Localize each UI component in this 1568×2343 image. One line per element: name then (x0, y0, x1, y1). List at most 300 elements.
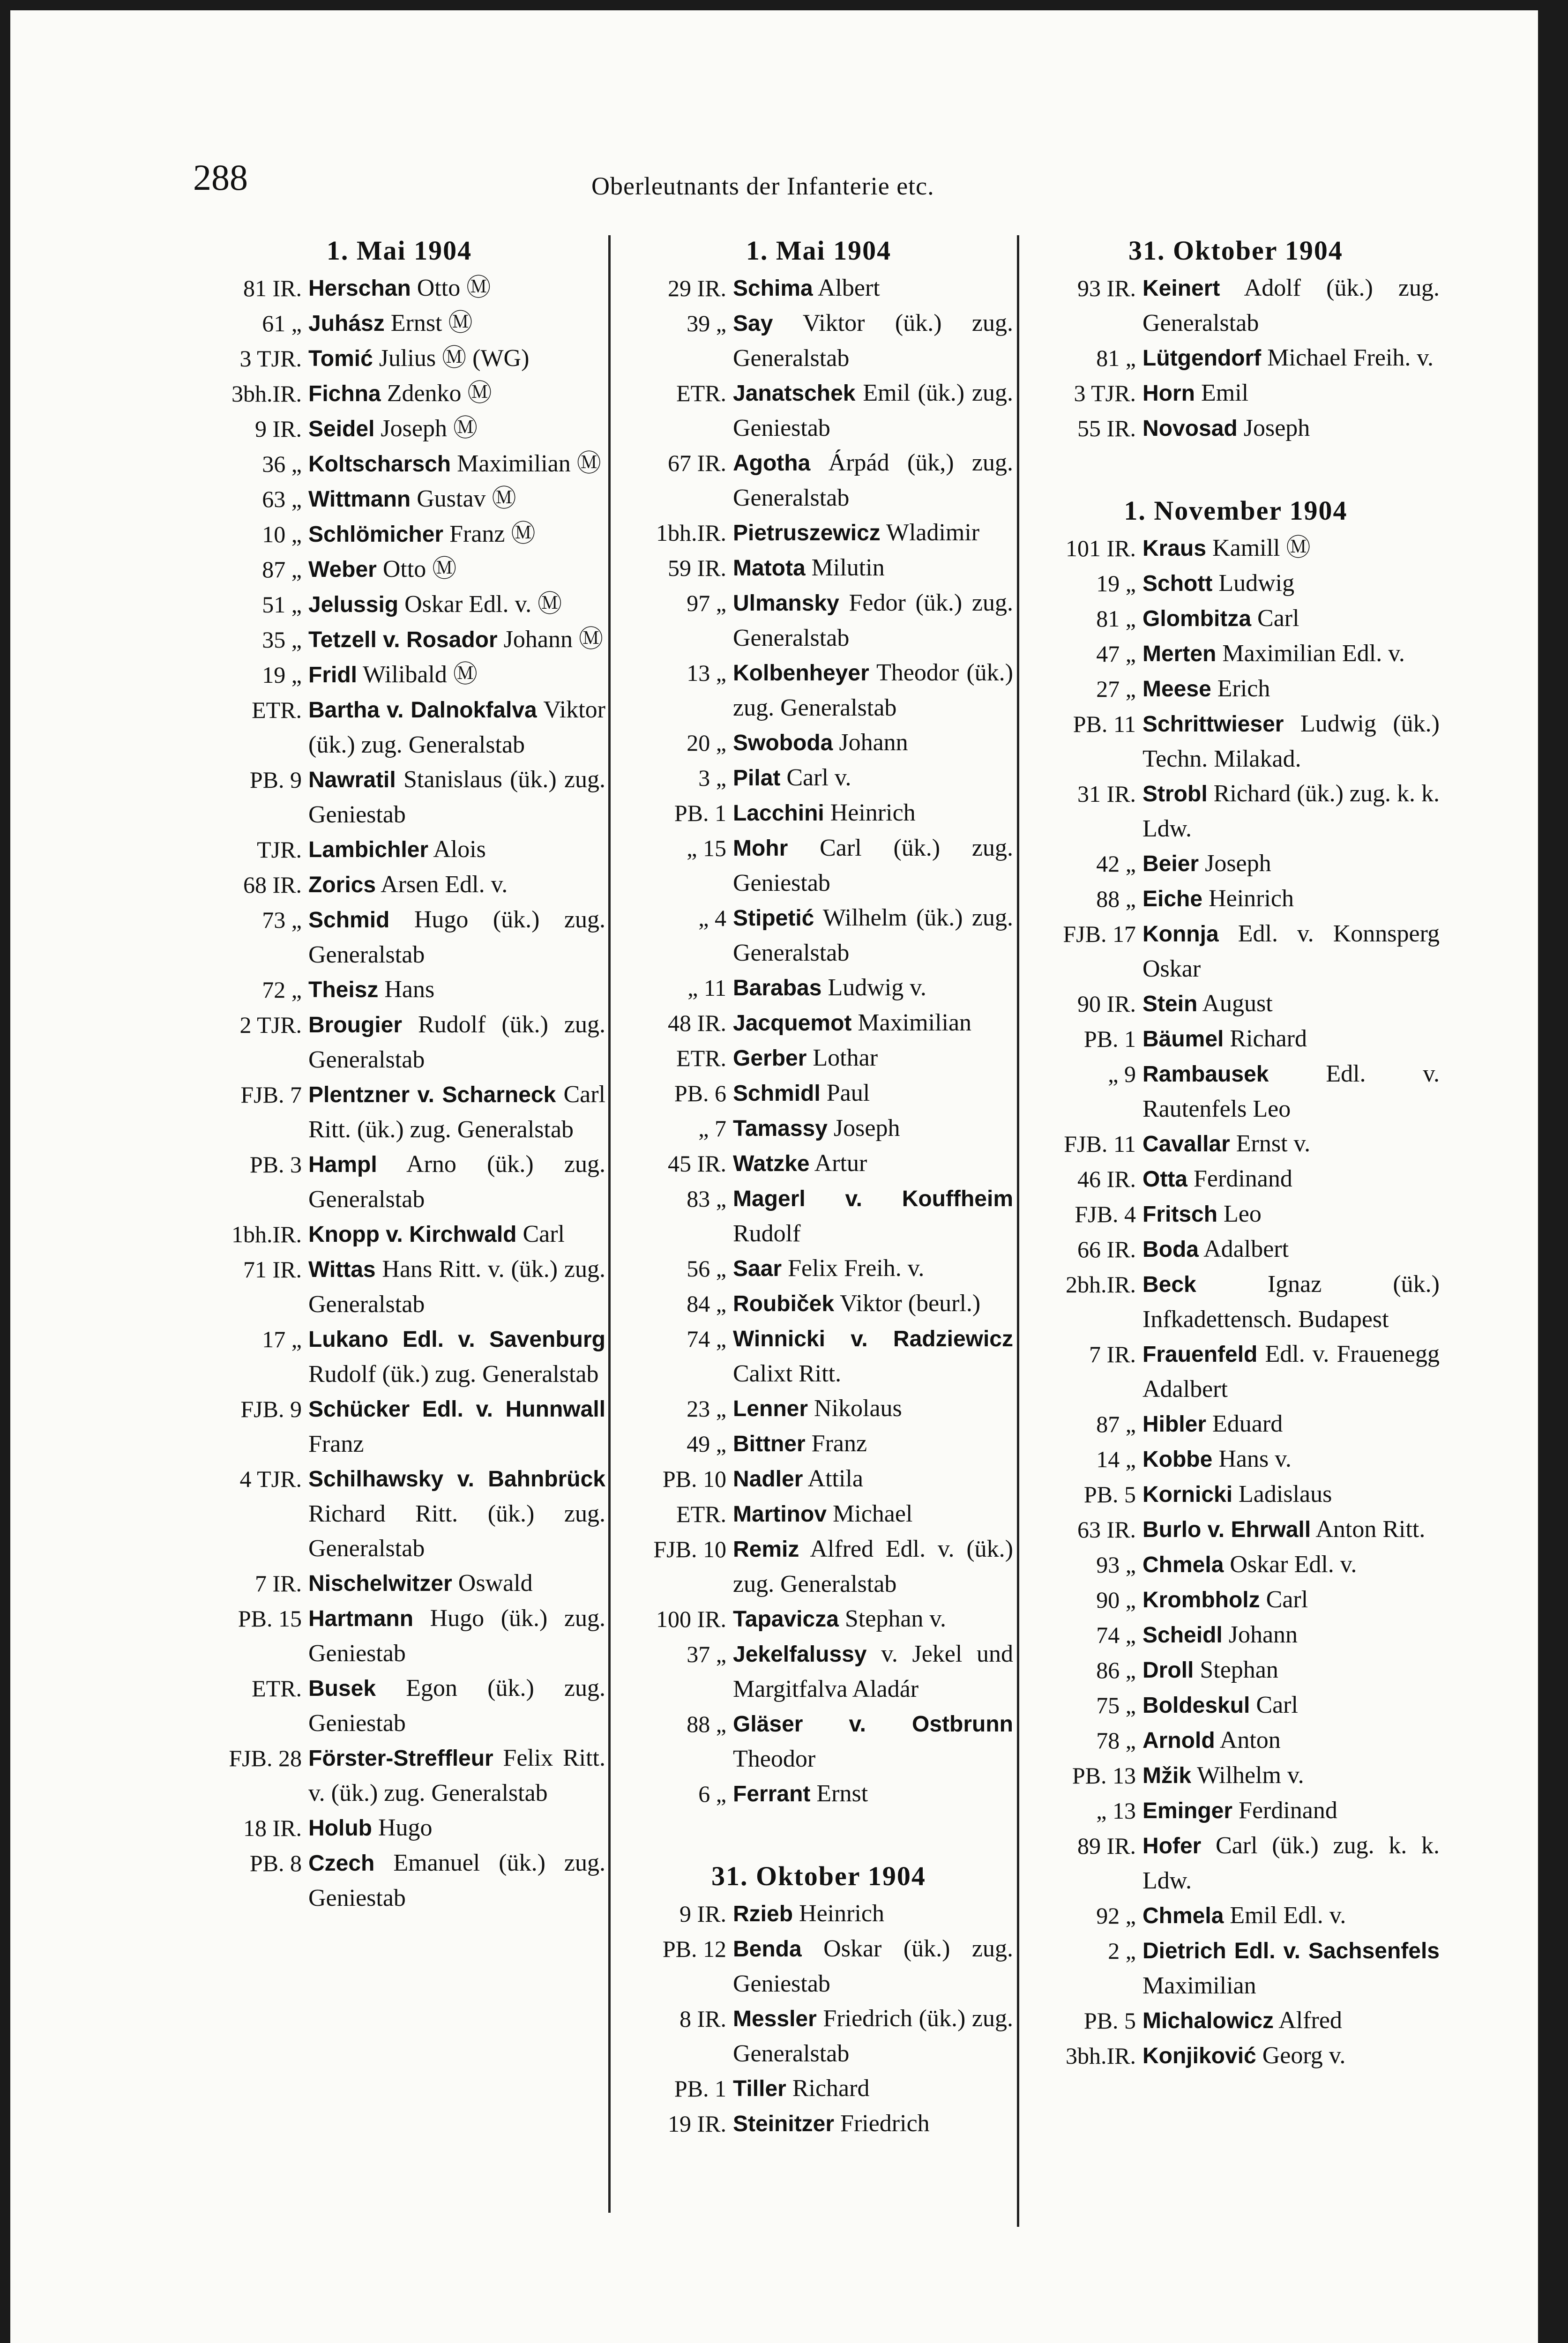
officer-surname: Bittner (733, 1432, 806, 1456)
officer-details: Leo (1217, 1201, 1262, 1227)
officer-entry (193, 832, 605, 867)
officer-surname: Fritsch (1142, 1202, 1218, 1227)
officer-text (726, 1532, 1013, 1602)
officer-entry (193, 1147, 605, 1217)
unit-designation: 101 IR. (1066, 535, 1136, 561)
officer-text (726, 1181, 1013, 1251)
officer-entry (624, 761, 1013, 796)
officer-surname: Strobl (1142, 782, 1208, 806)
officer-entry (193, 622, 605, 657)
officer-entry (624, 1532, 1013, 1602)
officer-surname: Stipetić (733, 906, 814, 931)
unit-designation: PB. 5 (1083, 2007, 1136, 2034)
officer-entry (193, 867, 605, 903)
unit-designation: PB. 12 (662, 1936, 726, 1962)
officer-details: Ladislaus (1232, 1481, 1332, 1507)
officer-details: Joseph (827, 1115, 900, 1142)
officer-entry (624, 1076, 1013, 1111)
unit-designation: 72 „ (262, 977, 302, 1003)
unit-designation: 51 „ (262, 591, 302, 618)
date-section (624, 1856, 1013, 2142)
officer-text (1136, 1057, 1440, 1127)
officer-text (726, 1896, 1013, 1932)
officer-details: Carl (ük.) zug. Geniestab (733, 835, 1013, 896)
officer-surname: Tamassy (733, 1116, 828, 1141)
officer-surname: Schlömicher (308, 522, 444, 547)
officer-text (1136, 846, 1440, 881)
book-page (10, 10, 1538, 2343)
officer-text (1136, 1758, 1440, 1793)
officer-text (726, 1707, 1013, 1776)
officer-details: Viktor (ük.) zug. Generalstab (733, 310, 1013, 372)
officer-text (1136, 1898, 1440, 1933)
officer-entry (193, 972, 605, 1007)
officer-text (302, 306, 605, 341)
officer-entry (624, 1041, 1013, 1076)
date-section (624, 231, 1013, 1812)
officer-entry (624, 1251, 1013, 1286)
officer-text (726, 970, 1013, 1006)
officer-surname: Schmidl (733, 1081, 821, 1106)
officer-entry (1032, 1127, 1440, 1162)
officer-text (1136, 341, 1440, 376)
officer-surname: Bäumel (1142, 1027, 1224, 1052)
officer-entry (624, 551, 1013, 586)
officer-text (726, 1251, 1013, 1286)
officer-entry (1032, 1828, 1440, 1898)
officer-surname: Droll (1142, 1658, 1194, 1683)
officer-text (726, 1041, 1013, 1076)
unit-designation: 75 „ (1096, 1692, 1136, 1718)
section-date-heading: 31. Oktober 1904 (1128, 235, 1343, 266)
unit-designation: 3 TJR. (239, 345, 302, 372)
date-section (1032, 491, 1440, 2074)
unit-designation: 63 „ (262, 486, 302, 512)
officer-details: Franz (308, 1431, 364, 1457)
officer-surname: Lambichler (308, 837, 429, 862)
officer-text (726, 1146, 1013, 1181)
officer-entry (1032, 2003, 1440, 2038)
officer-details: Alfred (1274, 2007, 1342, 2034)
officer-entry (1032, 1442, 1440, 1477)
officer-surname: Benda (733, 1937, 802, 1962)
officer-text (726, 1006, 1013, 1041)
officer-text (726, 1932, 1013, 2001)
officer-text (1136, 2038, 1440, 2074)
officer-details: Johann Ⓜ (497, 626, 603, 653)
officer-text (1136, 2003, 1440, 2038)
officer-surname: Hartmann (308, 1606, 414, 1631)
officer-entry (624, 515, 1013, 551)
officer-details: v. Jekel und Margitfalva Aladár (733, 1641, 1013, 1702)
officer-entry (193, 903, 605, 972)
officer-entry (624, 376, 1013, 446)
officer-text (726, 1602, 1013, 1637)
unit-designation: 49 „ (687, 1431, 726, 1457)
officer-text (726, 306, 1013, 376)
officer-text (726, 2106, 1013, 2142)
unit-designation: 31 IR. (1077, 781, 1136, 807)
officer-details: Maximilian (1142, 1972, 1256, 1999)
officer-text (1136, 1267, 1440, 1337)
page-number: 288 (193, 157, 248, 198)
officer-surname: Cavallar (1142, 1132, 1230, 1157)
officer-details: Stanislaus (ük.) zug. Geniestab (308, 766, 605, 828)
section-date-heading: 1. November 1904 (1124, 495, 1348, 526)
officer-surname: Chmela (1142, 1552, 1224, 1577)
officer-surname: Schott (1142, 571, 1213, 596)
officer-entry (624, 1426, 1013, 1462)
officer-text (1136, 1022, 1440, 1057)
officer-details: Stephan v. (838, 1605, 947, 1632)
officer-details: August (1197, 990, 1273, 1017)
unit-designation: 3bh.IR. (231, 381, 302, 407)
unit-designation: 10 „ (262, 521, 302, 547)
officer-entry (193, 657, 605, 693)
unit-designation: 7 IR. (1089, 1341, 1136, 1367)
officer-entry (1032, 1758, 1440, 1793)
officer-surname: Rzieb (733, 1902, 793, 1926)
officer-entry (624, 901, 1013, 970)
officer-text (1136, 1933, 1440, 2003)
officer-details: Heinrich (824, 799, 916, 826)
date-section (193, 231, 605, 1916)
unit-designation: 59 IR. (668, 555, 726, 581)
officer-text (1136, 271, 1440, 341)
unit-designation: 39 „ (687, 310, 726, 336)
officer-text (1136, 1723, 1440, 1758)
officer-text (1136, 986, 1440, 1022)
officer-surname: Steinitzer (733, 2112, 835, 2136)
officer-text (302, 1322, 605, 1392)
officer-surname: Barabas (733, 976, 822, 1000)
officer-details: Lothar (806, 1045, 878, 1071)
officer-surname: Wittmann (308, 487, 411, 512)
unit-designation: 4 TJR. (239, 1466, 302, 1492)
officer-details: Rudolf (ük.) zug. Generalstab (308, 1361, 599, 1388)
officer-surname: Beier (1142, 851, 1199, 876)
officer-details: Oswald (452, 1570, 533, 1597)
unit-designation: 90 IR. (1077, 991, 1136, 1017)
officer-text (302, 762, 605, 832)
officer-surname: Tapavicza (733, 1607, 839, 1632)
officer-details: Ernst v. (1230, 1130, 1311, 1157)
officer-details: Alois (428, 836, 486, 863)
officer-surname: Kornicki (1142, 1482, 1233, 1507)
officer-details: Oskar (ük.) zug. Geniestab (733, 1935, 1013, 1997)
officer-surname: Kolbenheyer (733, 661, 869, 686)
officer-surname: Mohr (733, 836, 788, 861)
unit-designation: 48 IR. (668, 1010, 726, 1036)
officer-text (1136, 1793, 1440, 1828)
unit-designation: ETR. (252, 697, 302, 723)
officer-text (302, 1671, 605, 1741)
officer-entry (1032, 846, 1440, 881)
officer-surname: Dietrich Edl. v. Sachsenfels (1142, 1939, 1440, 1963)
officer-entry (624, 1932, 1013, 2001)
unit-designation: „ 11 (687, 975, 726, 1001)
officer-details: Hugo (ük.) zug. Generalstab (308, 906, 605, 968)
officer-text (1136, 1547, 1440, 1582)
officer-text (1136, 1618, 1440, 1653)
officer-entry (193, 587, 605, 622)
officer-text (1136, 672, 1440, 707)
officer-details: Wilhelm v. (1191, 1762, 1304, 1789)
officer-surname: Schücker Edl. v. Hunnwall (308, 1397, 605, 1422)
officer-surname: Konjiković (1142, 2044, 1256, 2068)
officer-entry (1032, 1618, 1440, 1653)
officer-entry (1032, 1057, 1440, 1127)
officer-surname: Roubiček (733, 1291, 835, 1316)
officer-surname: Weber (308, 557, 377, 582)
unit-designation: 67 IR. (668, 450, 726, 476)
officer-surname: Boldeskul (1142, 1693, 1250, 1718)
officer-details: Richard (1224, 1025, 1307, 1052)
officer-entry (1032, 1407, 1440, 1442)
officer-text (1136, 1828, 1440, 1898)
officer-surname: Tiller (733, 2076, 786, 2101)
officer-details: Arsen Edl. v. (376, 871, 508, 898)
officer-entry (193, 517, 605, 552)
unit-designation: 68 IR. (243, 872, 302, 898)
officer-text (726, 796, 1013, 831)
running-head: Oberleutnants der Infanterie etc. (591, 172, 934, 200)
officer-details: Maximilian Edl. v. (1216, 640, 1405, 667)
officer-entry (193, 1007, 605, 1077)
officer-details: Joseph Ⓜ (374, 415, 478, 442)
officer-text (1136, 1232, 1440, 1267)
officer-details: Felix Freih. v. (782, 1255, 925, 1282)
officer-details: Maximilian (851, 1009, 972, 1036)
officer-entry (1032, 1232, 1440, 1267)
officer-text (302, 1077, 605, 1147)
officer-text (1136, 776, 1440, 846)
officer-entry (193, 411, 605, 447)
officer-surname: Koltscharsch (308, 452, 451, 477)
officer-entry (624, 1462, 1013, 1497)
column-1 (193, 231, 605, 1925)
officer-entry (193, 1252, 605, 1322)
officer-details: Ernst (810, 1780, 868, 1807)
officer-text (1136, 566, 1440, 601)
officer-surname: Ulmansky (733, 591, 839, 616)
officer-text (726, 376, 1013, 446)
unit-designation: 3bh.IR. (1066, 2043, 1136, 2069)
unit-designation: 18 IR. (243, 1815, 302, 1841)
officer-details: Eduard (1206, 1410, 1283, 1437)
officer-surname: Kraus (1142, 536, 1207, 561)
officer-surname: Gläser v. Ostbrunn (733, 1712, 1013, 1737)
officer-details: Artur (809, 1150, 867, 1177)
officer-text (726, 2001, 1013, 2071)
officer-entry (1032, 881, 1440, 917)
officer-surname: Wittas (308, 1257, 376, 1282)
officer-surname: Matota (733, 556, 806, 581)
officer-entry (1032, 271, 1440, 341)
officer-text (1136, 1162, 1440, 1197)
officer-details: Erich (1211, 675, 1270, 702)
unit-designation: PB. 1 (1083, 1026, 1136, 1052)
officer-surname: Say (733, 311, 773, 336)
officer-details: Felix Ritt. v. (ük.) zug. Generalstab (308, 1745, 605, 1806)
officer-entry (1032, 376, 1440, 411)
officer-text (726, 761, 1013, 796)
officer-surname: Fichna (308, 381, 381, 406)
officer-surname: Pietruszewicz (733, 521, 881, 545)
officer-entry (1032, 1898, 1440, 1933)
unit-designation: „ 7 (698, 1115, 726, 1142)
officer-details: Carl (1250, 1692, 1298, 1718)
unit-designation: 6 „ (698, 1781, 726, 1807)
unit-designation: 89 IR. (1077, 1833, 1136, 1859)
officer-text (302, 1566, 605, 1601)
unit-designation: PB. 10 (662, 1466, 726, 1492)
officer-details: Johann (833, 729, 908, 756)
officer-entry (1032, 566, 1440, 601)
officer-details: Otto Ⓜ (376, 556, 457, 582)
officer-text (302, 1217, 605, 1252)
officer-details: Albert (813, 275, 880, 301)
officer-surname: Jekelfalussy (733, 1642, 867, 1667)
officer-surname: Czech (308, 1851, 375, 1876)
officer-entry (624, 1602, 1013, 1637)
officer-surname: Lukano Edl. v. Savenburg (308, 1327, 605, 1352)
officer-entry (193, 1671, 605, 1741)
officer-surname: Chmela (1142, 1903, 1224, 1928)
officer-text (302, 482, 605, 517)
officer-details: Friedrich (ük.) zug. Generalstab (733, 2005, 1013, 2067)
officer-text (726, 586, 1013, 656)
officer-text (302, 376, 605, 411)
officer-surname: Theisz (308, 977, 379, 1002)
officer-surname: Magerl v. Kouffheim (733, 1186, 1013, 1211)
officer-surname: Hibler (1142, 1412, 1207, 1437)
officer-details: Friedrich (834, 2110, 930, 2137)
unit-designation: 3 TJR. (1074, 380, 1136, 406)
officer-entry (1032, 707, 1440, 776)
officer-details: Richard Ritt. (ük.) zug. Generalstab (308, 1500, 605, 1562)
officer-details: Michael (827, 1500, 913, 1527)
column-2 (624, 231, 1013, 2151)
unit-designation: 13 „ (687, 660, 726, 686)
officer-text (726, 1776, 1013, 1812)
officer-details: Julius Ⓜ (WG) (373, 345, 530, 372)
officer-entry (1032, 776, 1440, 846)
unit-designation: 47 „ (1096, 641, 1136, 667)
officer-surname: Boda (1142, 1237, 1199, 1262)
officer-entry (193, 1566, 605, 1601)
officer-details: Wilhelm (ük.) zug. Generalstab (733, 904, 1013, 966)
officer-surname: Otta (1142, 1167, 1187, 1192)
officer-entry (193, 1077, 605, 1147)
officer-entry (624, 306, 1013, 376)
unit-designation: 81 IR. (243, 275, 302, 301)
officer-details: Hans (378, 976, 435, 1003)
officer-details: Theodor (ük.) zug. Generalstab (733, 659, 1013, 721)
officer-entry (193, 1811, 605, 1846)
officer-surname: Gerber (733, 1046, 807, 1071)
officer-surname: Zorics (308, 873, 376, 897)
officer-details: Heinrich (1202, 885, 1294, 912)
officer-surname: Nadler (733, 1467, 803, 1492)
officer-surname: Beck (1142, 1272, 1196, 1297)
unit-designation: 36 „ (262, 451, 302, 477)
unit-designation: 86 „ (1096, 1657, 1136, 1683)
officer-surname: Arnold (1142, 1728, 1215, 1753)
unit-designation: 14 „ (1096, 1446, 1136, 1472)
officer-details: Georg v. (1256, 2042, 1346, 2069)
officer-entry (1032, 1582, 1440, 1618)
officer-surname: Fridl (308, 663, 357, 687)
officer-details: Hugo (372, 1814, 433, 1841)
unit-designation: „ 15 (687, 835, 726, 861)
officer-text (302, 693, 605, 762)
officer-text (1136, 1688, 1440, 1723)
officer-entry (624, 831, 1013, 901)
officer-details: Oskar Edl. v. Ⓜ (398, 591, 562, 618)
unit-designation: FJB. 28 (229, 1745, 302, 1771)
officer-text (1136, 1337, 1440, 1407)
officer-details: Alfred Edl. v. (ük.) zug. Generalstab (733, 1536, 1013, 1597)
section-date-heading: 1. Mai 1904 (746, 235, 892, 266)
officer-details: Carl (516, 1221, 565, 1247)
officer-entry (624, 586, 1013, 656)
officer-details: Emanuel (ük.) zug. Geniestab (308, 1850, 605, 1911)
unit-designation: 46 IR. (1077, 1166, 1136, 1192)
unit-designation: FJB. 11 (1064, 1131, 1136, 1157)
officer-details: Calixt Ritt. (733, 1360, 842, 1387)
officer-entry (1032, 1512, 1440, 1547)
officer-details: Emil Edl. v. (1224, 1902, 1346, 1929)
unit-designation: TJR. (257, 836, 302, 863)
officer-surname: Nawratil (308, 768, 396, 792)
officer-text (302, 1007, 605, 1077)
unit-designation: PB. 3 (249, 1151, 302, 1178)
officer-details: Edl. v. Konnsperg Oskar (1142, 920, 1440, 982)
officer-details: Fedor (ük.) zug. Generalstab (733, 589, 1013, 651)
officer-text (302, 587, 605, 622)
officer-surname: Remiz (733, 1537, 799, 1562)
unit-designation: 61 „ (262, 310, 302, 336)
officer-entry (624, 1181, 1013, 1251)
officer-surname: Holub (308, 1816, 372, 1841)
officer-entry (1032, 1267, 1440, 1337)
officer-entry (193, 482, 605, 517)
officer-details: Adolf (ük.) zug. Generalstab (1142, 275, 1440, 336)
officer-text (1136, 1407, 1440, 1442)
officer-text (726, 1321, 1013, 1391)
officer-surname: Glombitza (1142, 606, 1252, 631)
officer-entry (1032, 1653, 1440, 1688)
officer-surname: Tetzell v. Rosador (308, 627, 498, 652)
officer-text (302, 657, 605, 693)
officer-entry (193, 762, 605, 832)
officer-entry (624, 1321, 1013, 1391)
unit-designation: 35 „ (262, 627, 302, 653)
officer-entry (1032, 1197, 1440, 1232)
unit-designation: PB. 1 (674, 800, 726, 826)
officer-entry (1032, 917, 1440, 986)
officer-text (302, 447, 605, 482)
officer-entry (193, 1846, 605, 1916)
officer-surname: Krombholz (1142, 1588, 1260, 1612)
unit-designation: 71 IR. (243, 1256, 302, 1283)
officer-surname: Hofer (1142, 1834, 1202, 1858)
officer-entry (1032, 636, 1440, 672)
officer-details: Wladimir (880, 519, 980, 546)
officer-text (302, 1392, 605, 1462)
officer-details: Adalbert (1199, 1236, 1289, 1262)
